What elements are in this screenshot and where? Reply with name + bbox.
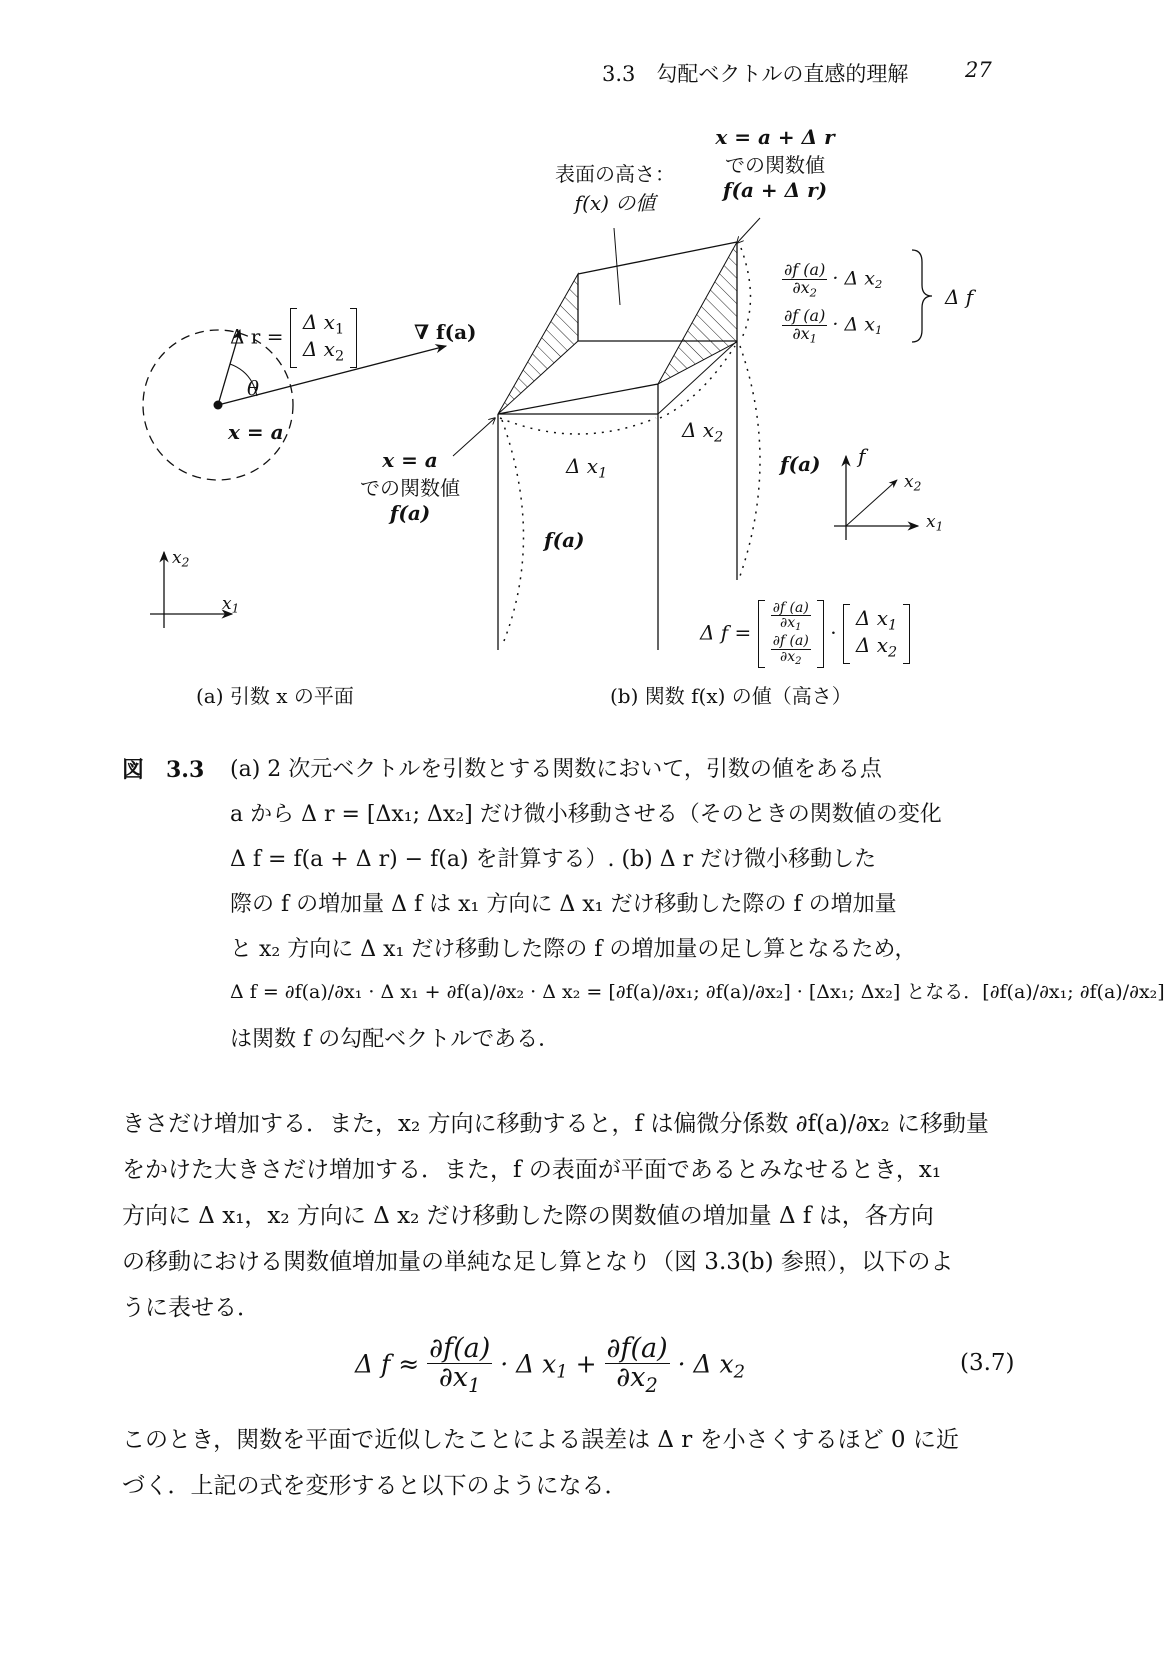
- equation-3-7: Δ f ≈ $\frac{\partial f(a)}{\partial x_1}$ · Δ $x_1$ + $\frac{\partial f(a)}{\partial x_2}$ · Δ $x_2$: [355, 1333, 746, 1398]
- top-point-label: x = a + Δ r での関数値 f(a + Δ r): [715, 125, 835, 202]
- dx1-label: Δ $x_1$: [566, 454, 608, 482]
- figure-caption-line-3: Δ f = f(a + Δ r) − f(a) を計算する）. (b) Δ r だけ微小移動した: [230, 847, 877, 872]
- term-x2-increment: $\frac{\partial f (a)}{\partial x_2}$ · Δ $x_2$: [784, 260, 883, 300]
- page-number: 27: [965, 58, 992, 82]
- hatched-face-left: [498, 274, 578, 414]
- body-line-6: このとき，関数を平面で近似したことによる誤差は Δ r を小さくするほど 0 に近: [122, 1427, 959, 1453]
- panel-b-caption: (b) 関数 f(x) の値（高さ）: [610, 684, 852, 708]
- equation-number: (3.7): [960, 1350, 1015, 1376]
- figure-caption-label: 図 3.3: [122, 757, 205, 783]
- body-line-7: づく．上記の式を変形すると以下のようになる．: [122, 1473, 628, 1499]
- figure-caption-line-6: Δ f = ∂f(a)/∂x₁ · Δ x₁ + ∂f(a)/∂x₂ · Δ x₂ = [∂f(a)/∂x₁; ∂f(a)/∂x₂] · [Δx₁; Δx₂] となる．[∂f(a)/∂x₁; ∂f(a)/∂x₂]: [230, 981, 1165, 1003]
- axis-f-label: f: [858, 444, 866, 468]
- theta-label: θ: [247, 376, 260, 400]
- figure-caption-line-2: a から Δ r = [Δx₁; Δx₂] だけ微小移動させる（そのときの関数値の変化: [230, 802, 942, 827]
- fa-right-label: f(a): [780, 452, 821, 476]
- figure-caption-line-7: は関数 f の勾配ベクトルである．: [230, 1027, 561, 1052]
- panel-a-caption: (a) 引数 x の平面: [196, 684, 354, 708]
- matrix-equation: Δ f = $\frac{\partial f (a)}{\partial x_1}$ $\frac{\partial f (a)}{\partial x_2}$ · Δ $x_1$ Δ $x_2$: [700, 600, 910, 668]
- delta-f-curly-brace: [912, 250, 932, 342]
- body-line-3: 方向に Δ x₁，x₂ 方向に Δ x₂ だけ移動した際の関数値の増加量 Δ f は，各方向: [122, 1203, 934, 1229]
- axis-b-x1-label: $x_1$: [926, 512, 944, 534]
- delta-f-brace-label: Δ f: [945, 285, 974, 309]
- axis-x1-label: $x_1$: [222, 594, 240, 616]
- surface-label: 表面の高さ： f(x) の値: [555, 162, 675, 215]
- gradient-label: ∇ f(a): [414, 320, 477, 344]
- axis-x2-label: $x_2$: [172, 548, 190, 570]
- running-header-section: 3.3 勾配ベクトルの直感的理解: [602, 62, 909, 86]
- body-line-1: きさだけ増加する．また，x₂ 方向に移動すると，f は偏微分係数 ∂f(a)/∂x₂ に移動量: [122, 1111, 989, 1137]
- term-x1-increment: $\frac{\partial f (a)}{\partial x_1}$ · Δ $x_1$: [784, 306, 883, 346]
- base-point-label: x = a での関数値 f(a): [360, 448, 460, 525]
- fa-right-dotted-brace: [740, 346, 760, 576]
- dx1-dotted-brace: [500, 418, 656, 434]
- delta-r-vector: Δ $x_1$ Δ $x_2$: [290, 308, 357, 368]
- dx2-label: Δ $x_2$: [682, 418, 724, 446]
- body-line-4: の移動における関数値増加量の単純な足し算となり（図 3.3(b) 参照），以下のよ: [122, 1249, 954, 1275]
- delta-r-label: Δ r = Δ $x_1$ Δ $x_2$: [230, 308, 357, 368]
- hatched-face-right: [658, 242, 737, 384]
- figure-caption-line-5: と x₂ 方向に Δ x₁ だけ移動した際の f の増加量の足し算となるため，: [230, 937, 917, 962]
- fa-left-dotted-brace: [502, 420, 524, 646]
- figure-caption-line-4: 際の f の増加量 Δ f は x₁ 方向に Δ x₁ だけ移動した際の f の増加量: [230, 892, 897, 917]
- body-line-5: うに表せる．: [122, 1295, 260, 1321]
- x-eq-a-plus-dr-pointer: [737, 218, 760, 243]
- axis-b-x2-label: $x_2$: [904, 472, 922, 494]
- figure-caption-line-1: (a) 2 次元ベクトルを引数とする関数において，引数の値をある点: [230, 757, 882, 782]
- fa-left-label: f(a): [544, 528, 585, 552]
- point-a-label: x = a: [228, 420, 284, 444]
- axis-b-x2-arrow: [846, 480, 897, 526]
- figure-3-3-drawing: [0, 0, 1166, 700]
- body-line-2: をかけた大きさだけ増加する．また，f の表面が平面であるとみなせるとき，x₁: [122, 1157, 942, 1183]
